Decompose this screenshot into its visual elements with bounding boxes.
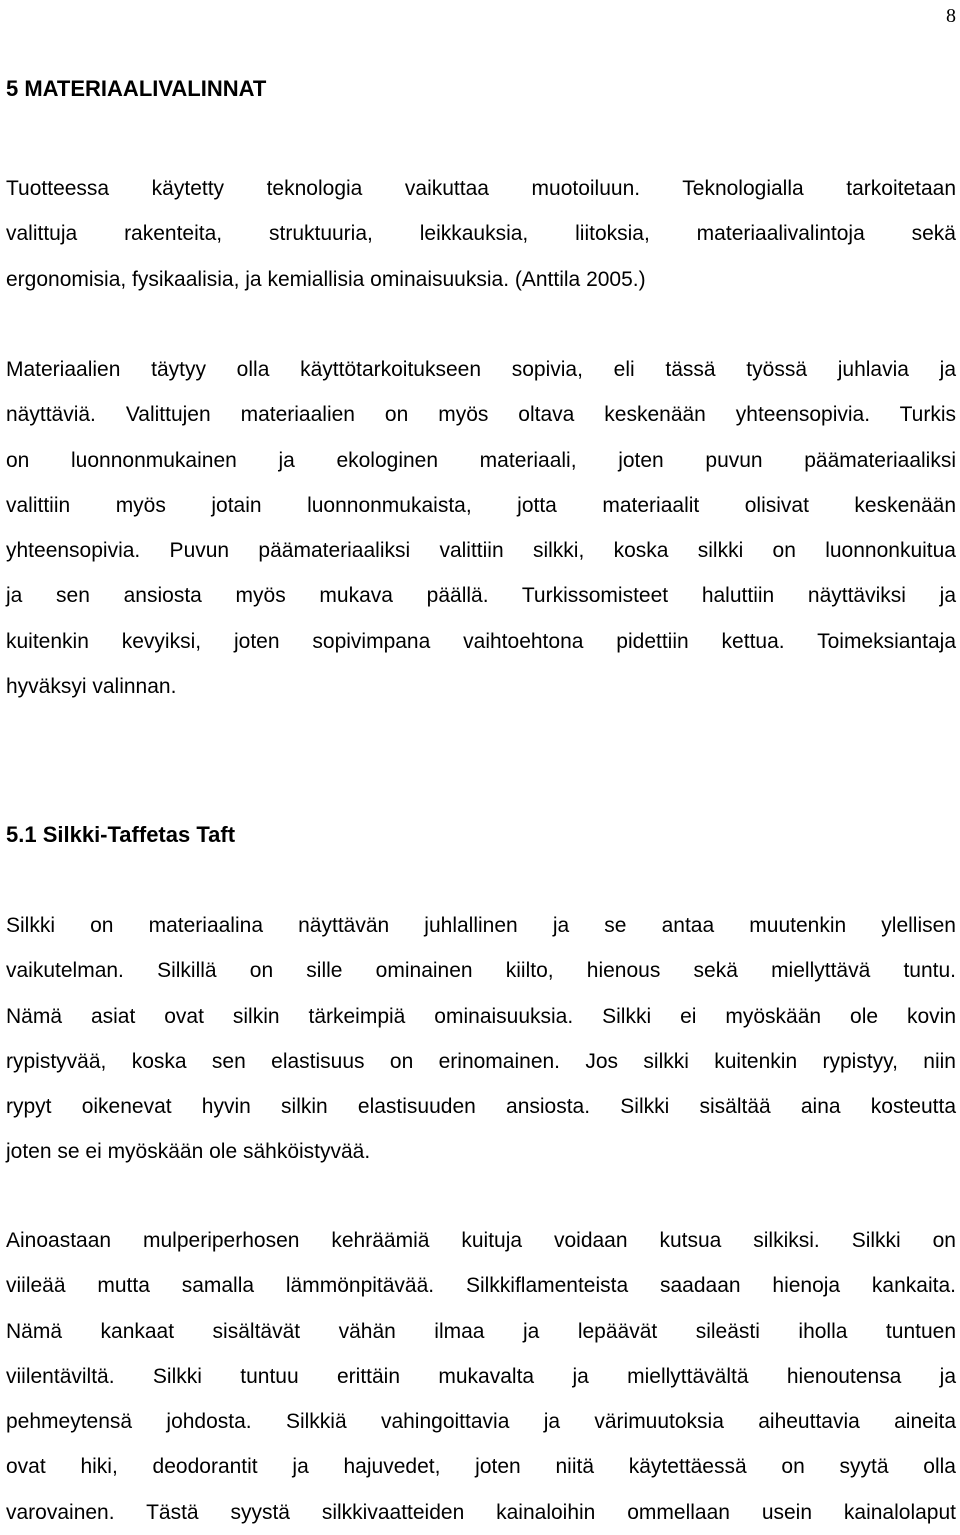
text-line: kuitenkin kevyiksi, joten sopivimpana vaihtoehtona pidettiin kettua. Toimeksiantaja	[6, 629, 956, 653]
text-line: Ainoastaan mulperiperhosen kehräämiä kuituja voidaan kutsua silkiksi. Silkki on	[6, 1229, 956, 1252]
text-line: vaikutelman. Silkillä on sille ominainen kiilto, hienous sekä miellyttävä tuntu.	[6, 959, 956, 983]
text-line: Nämä kankaat sisältävät vähän ilmaa ja lepäävät sileästi iholla tuntuen	[6, 1319, 956, 1343]
text-line: Materiaalien täytyy olla käyttötarkoitukseen sopivia, eli tässä työssä juhlavia ja	[6, 358, 956, 381]
silk-paragraph-2	[6, 1218, 956, 1535]
text-line: ovat hiki, deodorantit ja hajuvedet, joten niitä käytettäessä on syytä olla	[6, 1455, 956, 1479]
text-line: varovainen. Tästä syystä silkkivaatteiden kainaloihin ommellaan usein kainalolaput	[6, 1500, 956, 1524]
intro-paragraph	[6, 166, 956, 302]
text-line: valittuja rakenteita, struktuuria, leikkauksia, liitoksia, materiaalivalintoja sekä	[6, 222, 956, 246]
text-line: rypistyvää, koska sen elastisuus on erinomainen. Jos silkki kuitenkin rypistyy, niin	[6, 1049, 956, 1073]
page-number: 8	[946, 5, 956, 27]
text-line: yhteensopivia. Puvun päämateriaaliksi valittiin silkki, koska silkki on luonnonkuitua	[6, 539, 956, 563]
text-line: ergonomisia, fysikaalisia, ja kemiallisia ominaisuuksia. (Anttila 2005.)	[6, 267, 646, 291]
text-line: valittiin myös jotain luonnonmukaista, jotta materiaalit olisivat keskenään	[6, 493, 956, 517]
materials-paragraph	[6, 347, 956, 709]
text-line: on luonnonmukainen ja ekologinen materiaali, joten puvun päämateriaaliksi	[6, 448, 956, 472]
section-heading: 5 MATERIAALIVALINNAT	[6, 76, 267, 101]
text-line: Tuotteessa käytetty teknologia vaikuttaa muotoiluun. Teknologialla tarkoitetaan	[6, 177, 956, 200]
text-line: Nämä asiat ovat silkin tärkeimpiä ominaisuuksia. Silkki ei myöskään ole kovin	[6, 1004, 956, 1028]
text-line: näyttäviä. Valittujen materiaalien on myös oltava keskenään yhteensopivia. Turkis	[6, 403, 956, 427]
text-line: Silkki on materiaalina näyttävän juhlallinen ja se antaa muutenkin ylellisen	[6, 914, 956, 937]
text-line: ja sen ansiosta myös mukava päällä. Turkissomisteet haluttiin näyttäviksi ja	[6, 584, 956, 608]
text-line: viilentäviltä. Silkki tuntuu erittäin mukavalta ja miellyttävältä hienoutensa ja	[6, 1364, 956, 1388]
text-line: viileää mutta samalla lämmönpitävää. Silkkiflamenteista saadaan hienoja kankaita.	[6, 1274, 956, 1298]
silk-paragraph-1	[6, 903, 956, 1175]
text-line: hyväksyi valinnan.	[6, 675, 177, 699]
subsection-heading: 5.1 Silkki-Taffetas Taft	[6, 822, 236, 847]
text-line: pehmeytensä johdosta. Silkkiä vahingoittavia ja värimuutoksia aiheuttavia aineita	[6, 1410, 956, 1434]
text-line: joten se ei myöskään ole sähköistyvää.	[6, 1140, 371, 1164]
text-line: rypyt oikenevat hyvin silkin elastisuuden ansiosta. Silkki sisältää aina kosteutta	[6, 1095, 956, 1119]
